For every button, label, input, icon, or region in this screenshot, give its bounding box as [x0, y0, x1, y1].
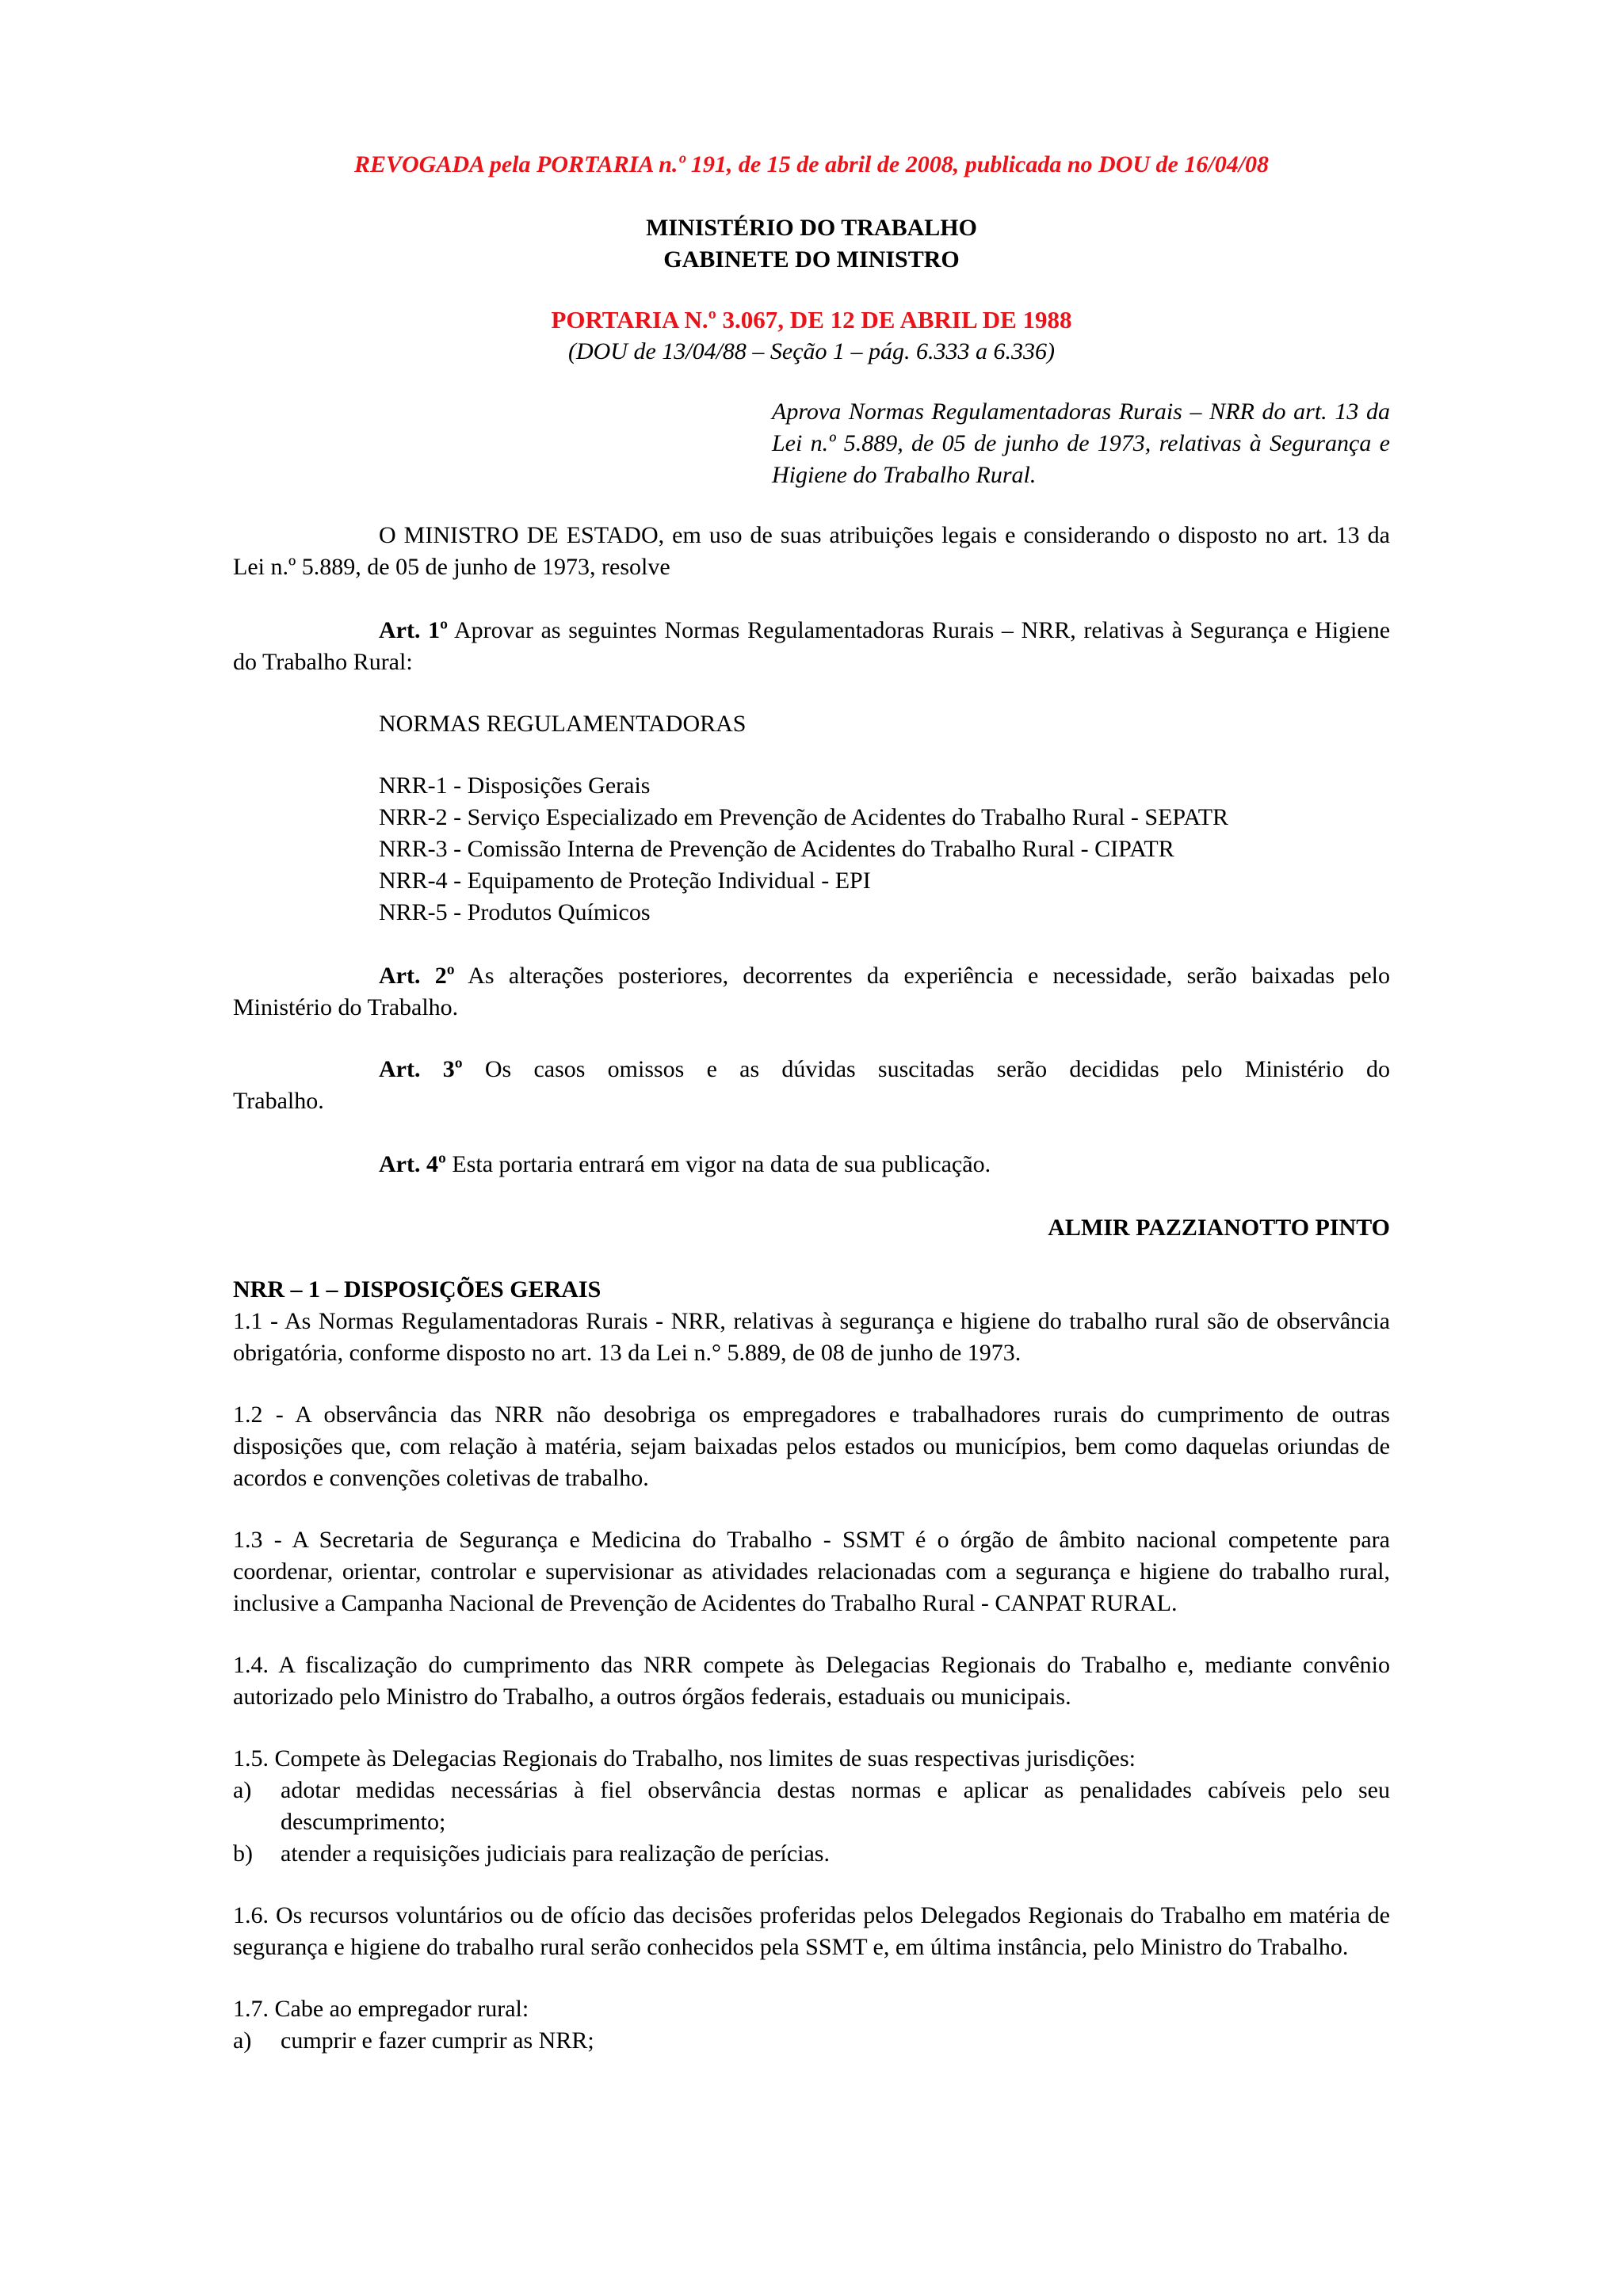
- ementa: Aprova Normas Regulamentadoras Rurais – NRR do art. 13 da Lei n.º 5.889, de 05 de junho de 1973, relativas à Segurança e Higiene do Trabalho Rural.: [772, 399, 1390, 488]
- document-content: [233, 149, 1390, 2057]
- list-item-label: a): [233, 2027, 252, 2054]
- article-3: [233, 1054, 1390, 1085]
- preamble: O MINISTRO DE ESTADO, em uso de suas atribuições legais e considerando o disposto no art. 13 da Lei n.º 5.889, de 05 de junho de 1973, resolve: [233, 522, 1390, 580]
- paragraph-1-5: 1.5. Compete às Delegacias Regionais do Trabalho, nos limites de suas respectivas jurisdições:: [233, 1745, 1136, 1772]
- list-item-text: cumprir e fazer cumprir as NRR;: [281, 2027, 594, 2054]
- ordinance-title: PORTARIA N.º 3.067, DE 12 DE ABRIL DE 1988: [551, 306, 1072, 334]
- norm-item: NRR-3 - Comissão Interna de Prevenção de Acidentes do Trabalho Rural - CIPATR: [379, 836, 1174, 862]
- norm-item: NRR-5 - Produtos Químicos: [379, 899, 651, 925]
- norms-list: [233, 770, 1390, 929]
- article-2: [233, 960, 1390, 1024]
- list-item: [233, 2025, 1390, 2057]
- norm-item: NRR-2 - Serviço Especializado em Prevenção de Acidentes do Trabalho Rural - SEPATR: [379, 804, 1229, 830]
- article-4-label: Art. 4º: [379, 1151, 446, 1177]
- office-name: GABINETE DO MINISTRO: [663, 246, 960, 273]
- article-1-text: Aprovar as seguintes Normas Regulamentadoras Rurais – NRR, relativas à Segurança e Higiene do Trabalho Rural:: [233, 617, 1391, 675]
- ministry-name: MINISTÉRIO DO TRABALHO: [646, 215, 977, 241]
- norm-item: NRR-1 - Disposições Gerais: [379, 772, 651, 799]
- paragraph-1-6: 1.6. Os recursos voluntários ou de ofício das decisões proferidas pelos Delegados Regionais do Trabalho em matéria de segurança e higiene do trabalho rural serão conhecidos pela SSMT e, em última instância, pelo Ministro do Trabalho.: [233, 1902, 1390, 1960]
- paragraph-1-7: 1.7. Cabe ao empregador rural:: [233, 1996, 529, 2022]
- article-3-tail: Trabalho.: [233, 1088, 324, 1114]
- paragraph-1-2: 1.2 - A observância das NRR não desobriga os empregadores e trabalhadores rurais do cumprimento de outras disposições que, com relação à matéria, sejam baixadas pelos estados ou municípios, bem como daquelas oriundas de acordos e convenções coletivas de trabalho.: [233, 1402, 1390, 1491]
- revocation-note: REVOGADA pela PORTARIA n.º 191, de 15 de abril de 2008, publicada no DOU de 16/04/08: [353, 151, 1270, 177]
- paragraph-1-4: 1.4. A fiscalização do cumprimento das NRR compete às Delegacias Regionais do Trabalho e, mediante convênio autorizado pelo Ministro do Trabalho, a outros órgãos federais, estaduais ou municipais.: [233, 1652, 1390, 1710]
- list-item-label: b): [233, 1840, 253, 1867]
- list-item: [233, 1775, 1390, 1838]
- article-4-text: Esta portaria entrará em vigor na data de sua publicação.: [445, 1151, 991, 1177]
- list-item-text: adotar medidas necessárias à fiel observância destas normas e aplicar as penalidades cabíveis pelo seu descumprimento;: [281, 1777, 1390, 1835]
- list-item: [233, 1838, 1390, 1870]
- article-1-label: Art. 1º: [379, 617, 449, 643]
- publication-info: (DOU de 13/04/88 – Seção 1 – pág. 6.333 a 6.336): [567, 338, 1056, 364]
- article-2-label: Art. 2º: [379, 963, 455, 989]
- signature: ALMIR PAZZIANOTTO PINTO: [1048, 1215, 1390, 1241]
- list-item-label: a): [233, 1777, 252, 1803]
- article-2-text: As alterações posteriores, decorrentes da experiência e necessidade, serão baixadas pelo Ministério do Trabalho.: [233, 963, 1391, 1020]
- article-3-label: Art. 3º: [379, 1056, 463, 1082]
- article-3-text: Os casos omissos e as dúvidas suscitadas serão decididas pelo Ministério do: [462, 1056, 1390, 1082]
- paragraph-1-3: 1.3 - A Secretaria de Segurança e Medicina do Trabalho - SSMT é o órgão de âmbito nacional competente para coordenar, orientar, controlar e supervisionar as atividades relacionadas com a segurança e higiene do trabalho rural, inclusive a Campanha Nacional de Prevenção de Acidentes do Trabalho Rural - CANPAT RURAL.: [233, 1527, 1390, 1616]
- norms-heading: NORMAS REGULAMENTADORAS: [379, 711, 747, 737]
- list-item-text: atender a requisições judiciais para realização de perícias.: [281, 1840, 830, 1867]
- paragraph-1-1: 1.1 - As Normas Regulamentadoras Rurais - NRR, relativas à segurança e higiene do trabalho rural são de observância obrigatória, conforme disposto no art. 13 da Lei n.° 5.889, de 08 de junho de 1973.: [233, 1308, 1390, 1366]
- norm-item: NRR-4 - Equipamento de Proteção Individual - EPI: [379, 868, 871, 894]
- article-4: [233, 1149, 1390, 1180]
- article-1: [233, 615, 1390, 678]
- nrr1-title: NRR – 1 – DISPOSIÇÕES GERAIS: [233, 1276, 601, 1302]
